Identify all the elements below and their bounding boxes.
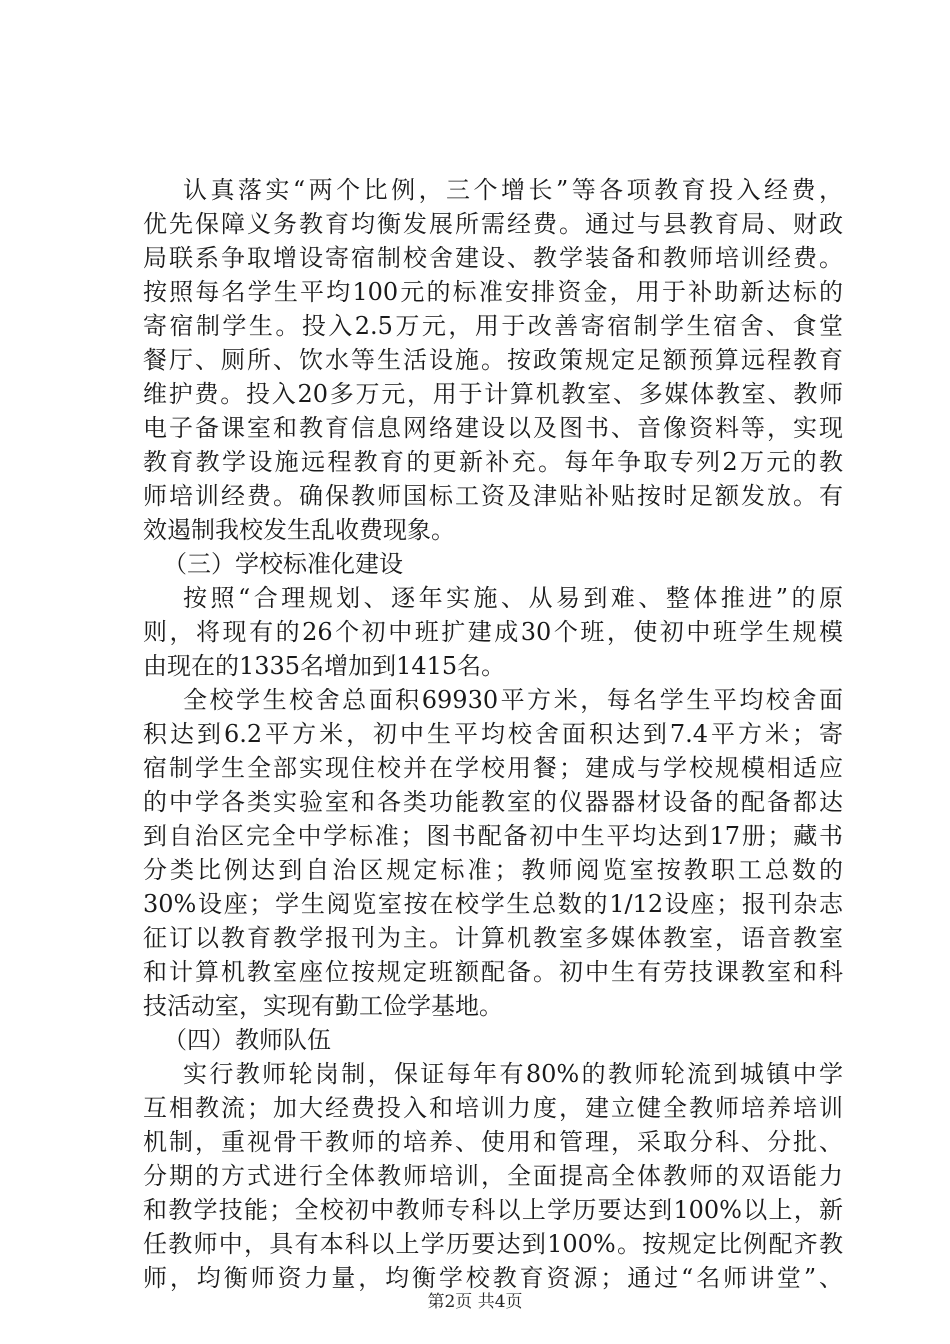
- paragraph-line: 效遏制我校发生乱收费现象。: [143, 516, 455, 544]
- paragraph-line: 分类比例达到自治区规定标准；教师阅览室按教职工总数的: [143, 856, 843, 884]
- paragraph-line: 维护费。投入20多万元，用于计算机教室、多媒体教室、教师: [143, 380, 843, 408]
- paragraph-line: 任教师中，具有本科以上学历要达到100%。按规定比例配齐教: [143, 1230, 843, 1258]
- paragraph-line: 宿制学生全部实现住校并在学校用餐；建成与学校规模相适应: [143, 754, 843, 782]
- paragraph-line: 到自治区完全中学标准；图书配备初中生平均达到17册；藏书: [143, 822, 843, 850]
- paragraph-line: 和教学技能；全校初中教师专科以上学历要达到100%以上，新: [143, 1196, 843, 1224]
- paragraph-line: 电子备课室和教育信息网络建设以及图书、音像资料等，实现: [143, 414, 843, 442]
- paragraph-line: 30%设座；学生阅览室按在校学生总数的1/12设座；报刊杂志: [143, 890, 843, 918]
- paragraph-line: 由现在的1335名增加到1415名。: [143, 652, 506, 680]
- section-heading: （四）教师队伍: [163, 1026, 331, 1054]
- paragraph-line: 和计算机教室座位按规定班额配备。初中生有劳技课教室和科: [143, 958, 843, 986]
- paragraph-line: 征订以教育教学报刊为主。计算机教室多媒体教室，语音教室: [143, 924, 843, 952]
- paragraph-line: 局联系争取增设寄宿制校舍建设、教学装备和教师培训经费。: [143, 244, 843, 272]
- section-heading: （三）学校标准化建设: [163, 550, 403, 578]
- paragraph-line: 按照“合理规划、逐年实施、从易到难、整体推进”的原: [183, 584, 843, 612]
- paragraph-line: 分期的方式进行全体教师培训，全面提高全体教师的双语能力: [143, 1162, 843, 1190]
- paragraph-line: 则，将现有的26个初中班扩建成30个班，使初中班学生规模: [143, 618, 843, 646]
- paragraph-line: 实行教师轮岗制，保证每年有80%的教师轮流到城镇中学: [183, 1060, 843, 1088]
- paragraph-line: 教育教学设施远程教育的更新补充。每年争取专列2万元的教: [143, 448, 843, 476]
- paragraph-line: 机制，重视骨干教师的培养、使用和管理，采取分科、分批、: [143, 1128, 843, 1156]
- paragraph-line: 认真落实“两个比例，三个增长”等各项教育投入经费，: [183, 176, 843, 204]
- paragraph-line: 积达到6.2平方米，初中生平均校舍面积达到7.4平方米；寄: [143, 720, 843, 748]
- paragraph-line: 按照每名学生平均100元的标准安排资金，用于补助新达标的: [143, 278, 843, 306]
- paragraph-line: 师，均衡师资力量，均衡学校教育资源；通过“名师讲堂”、: [143, 1264, 843, 1292]
- paragraph-line: 全校学生校舍总面积69930平方米，每名学生平均校舍面: [183, 686, 843, 714]
- document-body: [143, 173, 843, 1295]
- paragraph-line: 优先保障义务教育均衡发展所需经费。通过与县教育局、财政: [143, 210, 843, 238]
- paragraph-line: 技活动室，实现有勤工俭学基地。: [143, 992, 503, 1020]
- page-footer: [0, 1290, 950, 1314]
- paragraph-line: 互相教流；加大经费投入和培训力度，建立健全教师培养培训: [143, 1094, 843, 1122]
- paragraph-line: 寄宿制学生。投入2.5万元，用于改善寄宿制学生宿舍、食堂: [143, 312, 843, 340]
- paragraph-line: 餐厅、厕所、饮水等生活设施。按政策规定足额预算远程教育: [143, 346, 843, 374]
- page-number: 第2页 共4页: [427, 1292, 523, 1312]
- paragraph-line: 的中学各类实验室和各类功能教室的仪器器材设备的配备都达: [143, 788, 843, 816]
- paragraph-line: 师培训经费。确保教师国标工资及津贴补贴按时足额发放。有: [143, 482, 843, 510]
